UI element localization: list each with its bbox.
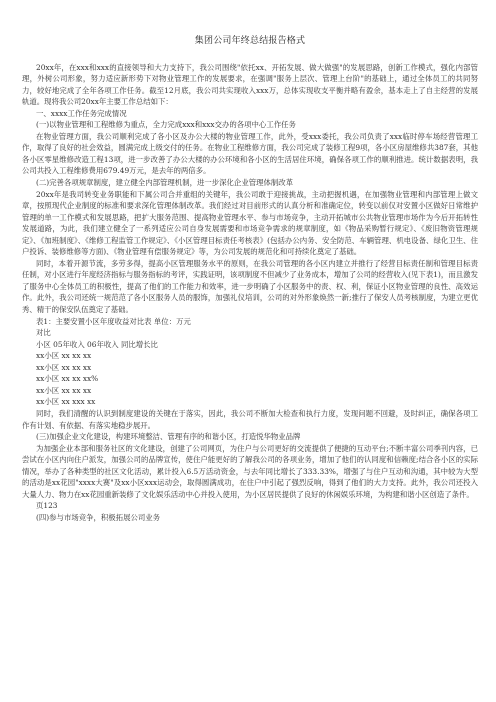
body-paragraph: 同时，我们清醒的认识到制度建设的关键在于落实，因此，我公司不断加大检查和执行力度，发现问题不回避，及时纠正，确保各项工作有计划、有依据、有落实地稳步展开。 [22, 408, 478, 430]
document-title: 集团公司年终总结报告格式 [194, 36, 306, 46]
subsection-heading: (四)参与市场竞争，积极拓展公司业务 [36, 512, 161, 522]
body-paragraph: 同时，本着开源节流，多劳多得，提高小区管理服务水平的原则，在我公司管理的各小区内建立并推行了经营目标责任制和管理目标责任制，对小区进行年度经济指标与服务指标的考评，实践证明，该项制度不但减少了业务成本，增加了公司的经营收入(见下表1)，而且激发了服务中心全体员工的积极性，提高了他们的工作能力和效率，进一步明确了小区服务中的责、权、利，保证小区物业管理的良性、高效运作。此外，我公司还统一规范范了各小区服务人员的服饰，加强礼仪培训，公司的对外形象焕然一新;推行了保安人员考核制度，为建立更优秀、精干的保安队伍奠定了基础。 [22, 258, 478, 315]
document-page [22, 14, 478, 523]
section-heading: 一、xxxx工作任务完成情况 [36, 108, 127, 118]
table-row: xx小区 xx xx xx [36, 351, 92, 361]
subsection-heading: (二)完善各项规章制度，建立健全内部管理机制，进一步深化企业管理体制改革 [36, 178, 294, 188]
subsection-heading: (三)加强企业文化建设，构建环境整洁、管理有序的和谐小区，打造悦华物业品牌 [36, 432, 301, 442]
table-row: xx小区 xx xx xx [36, 362, 92, 372]
income-table [22, 316, 478, 408]
table-row: xx小区 xx xxx xx [36, 397, 96, 407]
body-paragraph: 在物业管理方面，我公司顺利完成了各小区及办公大楼的物业管理工作，此外，受xxx委托，我公司负责了xxx临时停车场经营管理工作，取得了良好的社会效益，圆满完成上级交付的任务。在物业工程维修方面，我公司完成了装修工程9项，各小区房屋维修共387套，其他各小区零星维修改造工程13项，进一步改善了办公大楼的办公环境和各小区的生活居住环境，确保各项工作的顺利推进。统计数据表明，我公司共投入工程维修费用679.49万元，是去年的两倍多。 [22, 131, 478, 176]
page-number: 页123 [36, 501, 58, 511]
table-caption: 表1：主要安置小区年度收益对比表 单位：万元 [36, 316, 191, 326]
subsection-heading: (一)以物业管理和工程维修为重点，全力完成xxx和xxx交办的各项中心工作任务 [36, 120, 296, 130]
body-paragraph: 20xx年是我司转变业务职能和下属公司合并重组的关键年，我公司敢于迎接挑战，主动把握机遇，在加强物业管理和内部管理上做文章，按照现代企业制度的标准和要求深化管理体制改革。我们经过对目前形式的认真分析和准确定位，转变以前仅对安置小区做好日常维护管理的单一工作模式和发展思路，把扩大服务范围、提高物业管理水平、参与市场竞争，主动开拓城市公共物业管理市场作为今后开拓转性发展道路，为此，我们建立健全了一系列适应公司自身发展需要和市场竞争需求的规章制度，如《物品采购暂行规定》、《废旧物资管理规定》、《加班制度》、《维修工程监管工作规定》、《小区管理目标责任考核表》(包括办公内务、安全防范、车辆管理、机电设备、绿化卫生、住户投诉、装修维修等方面)、《物业管理有偿服务规定》等，为公司发展的规范化和可持续化奠定了基础。 [22, 189, 478, 257]
table-row: xx小区 xx xx xx [36, 385, 92, 395]
table-header: 对比 [36, 328, 51, 338]
intro-paragraph: 20xx年，在xxx和xxx的直接领导和大力支持下，我公司围绕"依托xx、开拓发展、做大做强"的发展思路，创新工作模式，强化内部管理，外树公司形象，努力适应新形势下对物业管理工作的发展要求，在强调"服务上层次、管理上台阶"的基础上，通过全体员工的共同努力，较好地完成了全年各项工作任务。截至12月底，我公司共实现收入xxx万，总体实现收支平衡并略有盈余，基本走上了自主经营的发展轨道。现将我公司20xx年主要工作总结如下： [22, 62, 478, 107]
table-header: 小区 05年收入 06年收入 同比增长比 [36, 339, 158, 349]
table-row: xx小区 xx xx xx% [36, 374, 99, 384]
body-paragraph: 为加强企业本部和服务社区的文化建设，创建了公司网页，为住户与公司更好的交流提供了便捷的互动平台;不断丰富公司季刊内容，已尝试在小区内向住户派发，加强公司的品牌宣传，使住户能更好的了解我公司的各项业务，增加了他们的认同度和信赖度;结合各小区的实际情况，举办了各种类型的社区文化活动，累计投入6.5万活动资金，与去年同比增长了333.33%，增强了与住户互动和沟通，其中较为大型的活动是xx花园"xxxx大赛"及xx小区xxx运动会，取得圆满成功，在住户中引起了强烈反响，得到了他们的大力支持。此外，我公司还投入大量人力、物力在xx花园重新装修了文化娱乐活动中心并投入使用，为小区居民提供了良好的休闲娱乐环境，为构建和谐小区创造了条件。 [22, 443, 478, 499]
